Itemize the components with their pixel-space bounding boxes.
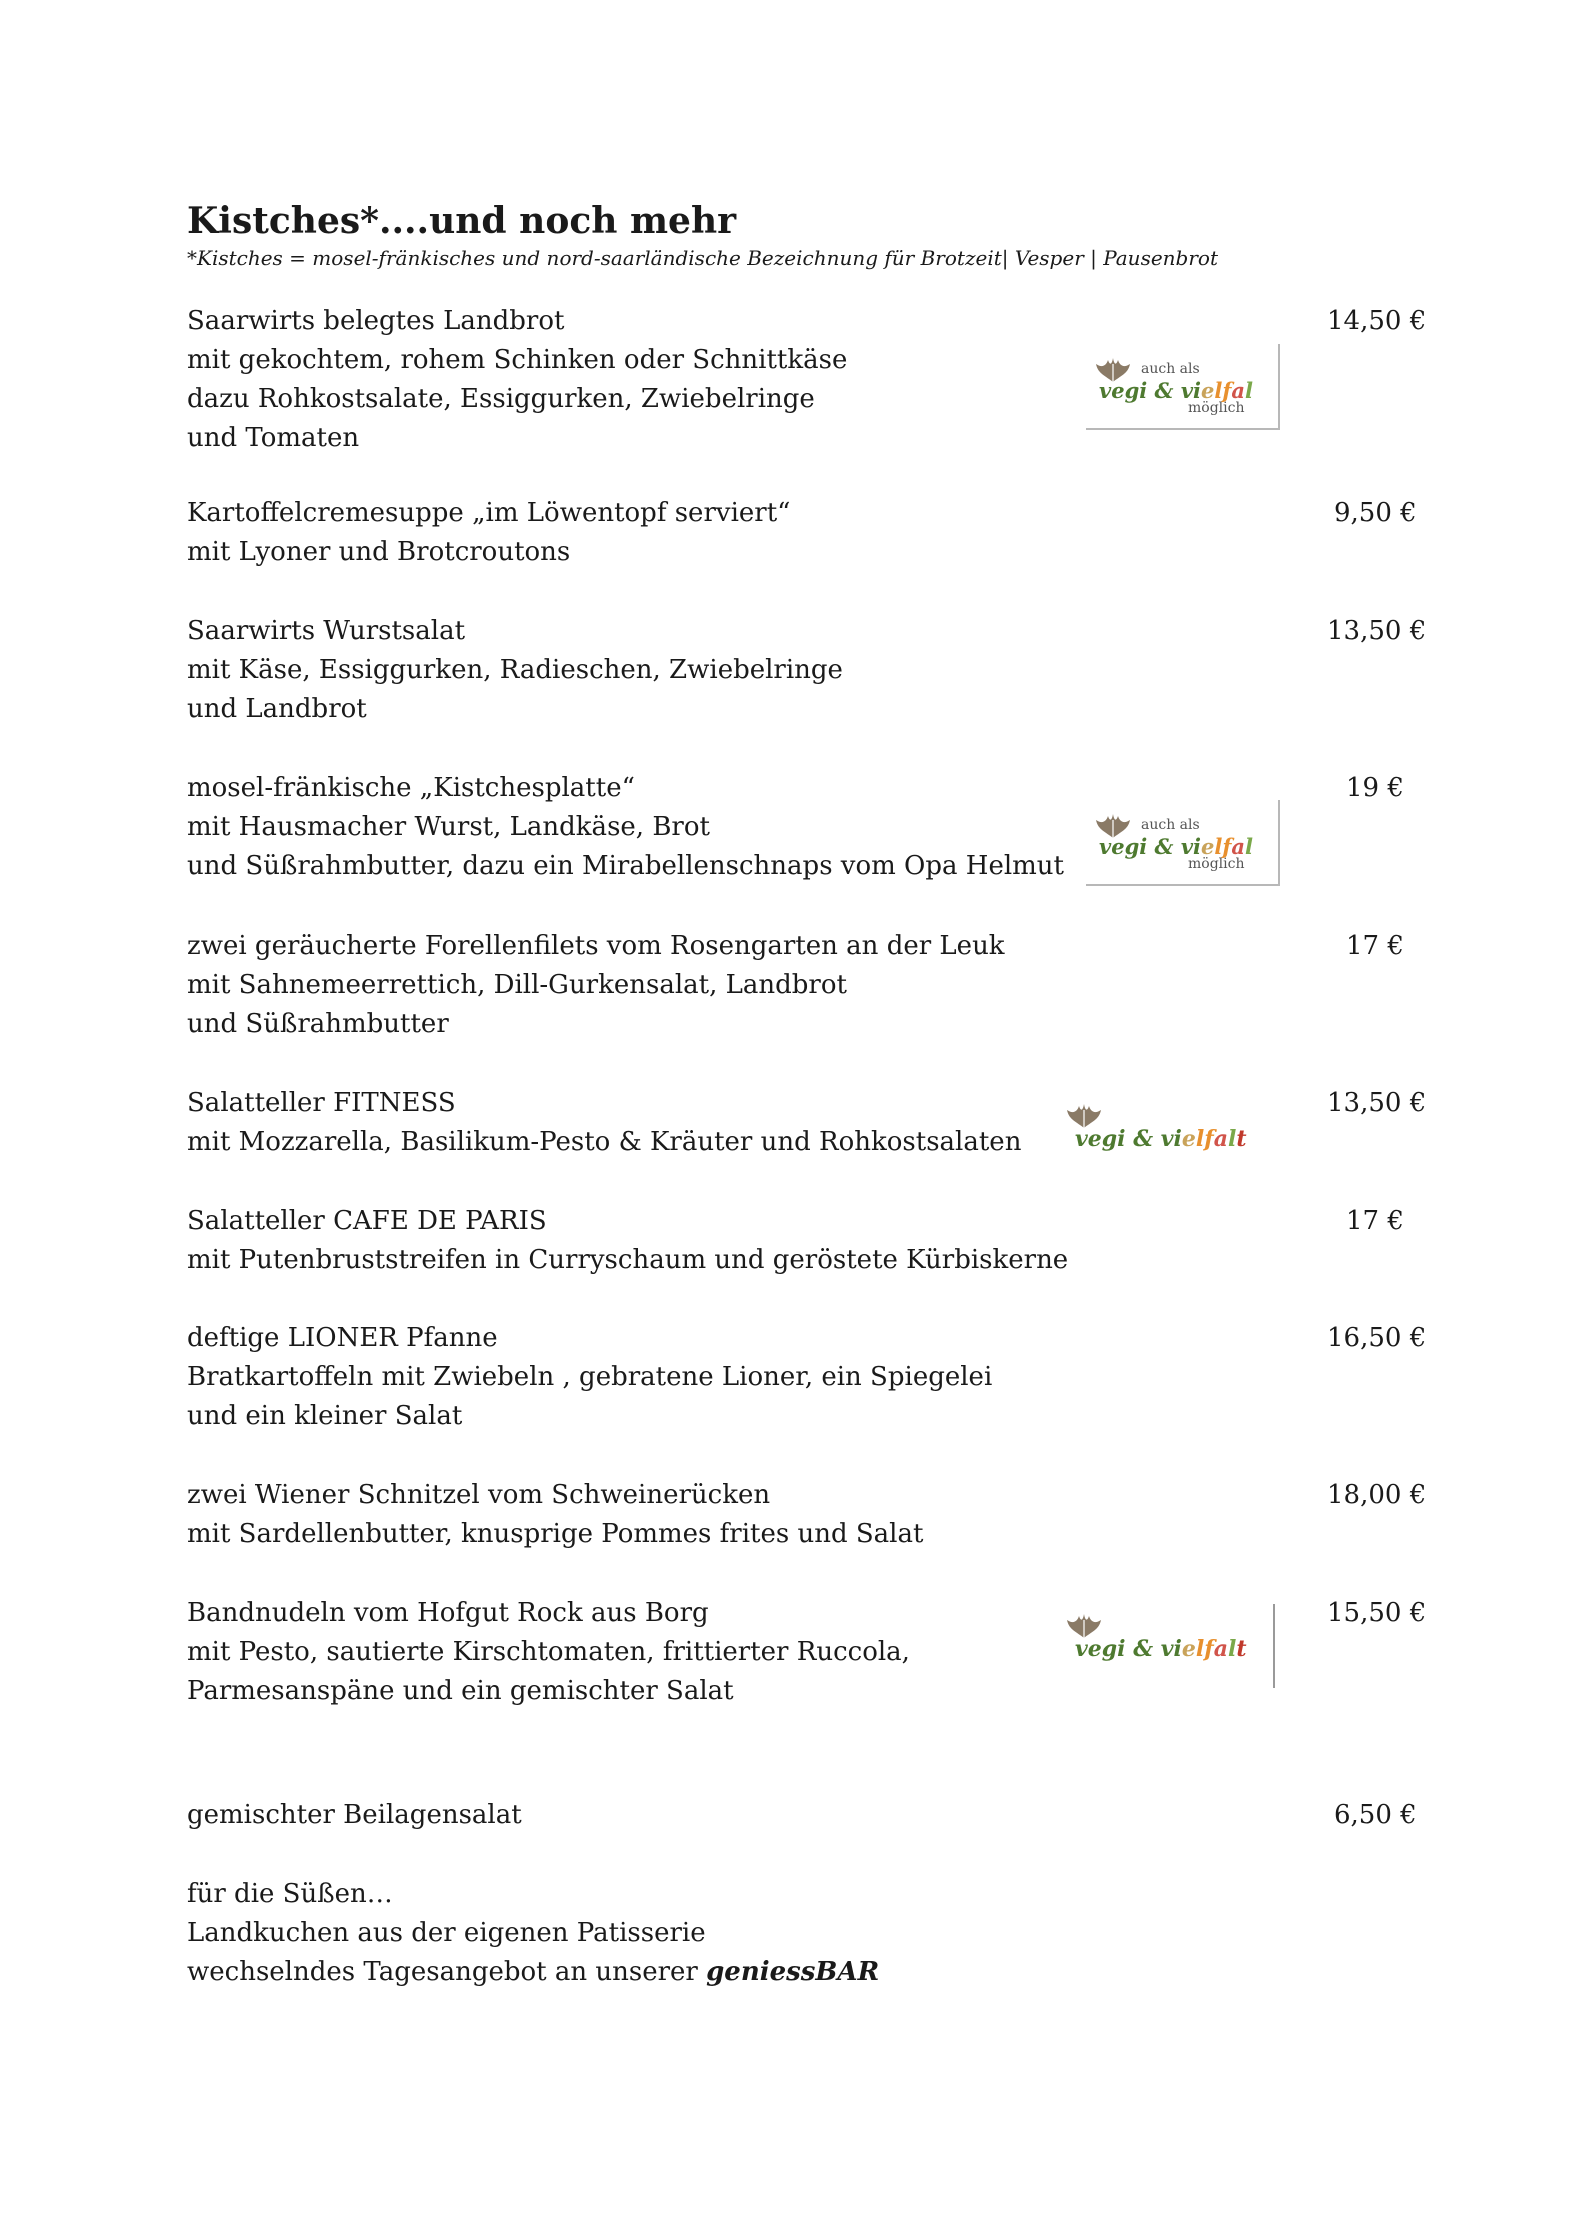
menu-item-description: und Landbrot [187,694,367,724]
menu-item-description: mit Mozzarella, Basilikum-Pesto & Kräuter und Rohkostsalaten [187,1127,1022,1157]
menu-item-name: Salatteller CAFE DE PARIS [187,1206,547,1236]
dessert-description: wechselndes Tagesangebot an unserer geniessBAR [187,1957,880,1987]
geniessbar-brand: geniessBAR [706,1957,880,1987]
menu-item-description: mit Hausmacher Wurst, Landkäse, Brot [187,812,710,842]
menu-item-name: Kartoffelcremesuppe „im Löwentopf serviert“ [187,498,791,528]
menu-item-description: dazu Rohkostsalate, Essiggurken, Zwiebelringe [187,384,815,414]
menu-item-price: 6,50 € [1334,1800,1417,1830]
menu-item-price: 13,50 € [1327,1088,1427,1118]
menu-item-description: mit Pesto, sautierte Kirschtomaten, frittierter Ruccola, [187,1637,910,1667]
menu-item-description: und Süßrahmbutter, dazu ein Mirabellenschnaps vom Opa Helmut [187,851,1065,881]
page-subtitle: *Kistches = mosel-fränkisches und nord-saarländische Bezeichnung für Brotzeit| Vesper | Pausenbrot [187,246,1218,270]
menu-item-name: zwei geräucherte Forellenfilets vom Rosengarten an der Leuk [187,931,1005,961]
menu-item-description: mit Sahnemeerrettich, Dill-Gurkensalat, Landbrot [187,970,847,1000]
menu-item-price: 17 € [1346,931,1404,961]
menu-item-price: 13,50 € [1327,616,1427,646]
menu-item-name: Saarwirts belegtes Landbrot [187,306,565,336]
menu-item-name: Saarwirts Wurstsalat [187,616,466,646]
menu-item-price: 9,50 € [1334,498,1417,528]
vegi-vielfalt-badge: auch als vegi & vielfal möglich [1086,344,1280,430]
menu-item-name: mosel-fränkische „Kistchesplatte“ [187,773,635,803]
menu-item-name: Bandnudeln vom Hofgut Rock aus Borg [187,1598,709,1628]
menu-item-description: mit Sardellenbutter, knusprige Pommes frites und Salat [187,1519,924,1549]
menu-item-description: mit Lyoner und Brotcroutons [187,537,571,567]
vegi-vielfalt-badge: vegi & vielfalt [1063,1604,1275,1688]
vegi-vielfalt-badge: vegi & vielfalt [1063,1094,1273,1178]
menu-item-name: Salatteller FITNESS [187,1088,456,1118]
menu-item-description: und ein kleiner Salat [187,1401,463,1431]
menu-item-description: mit Putenbruststreifen in Curryschaum und geröstete Kürbiskerne [187,1245,1069,1275]
menu-item-name: zwei Wiener Schnitzel vom Schweinerücken [187,1480,771,1510]
menu-item-description: Parmesanspäne und ein gemischter Salat [187,1676,734,1706]
menu-item-price: 14,50 € [1327,306,1427,336]
menu-item-price: 19 € [1346,773,1404,803]
dessert-heading: für die Süßen… [187,1879,393,1909]
menu-item-price: 15,50 € [1327,1598,1427,1628]
menu-item-name: gemischter Beilagensalat [187,1800,522,1830]
menu-item-price: 18,00 € [1327,1480,1427,1510]
menu-item-description: Bratkartoffeln mit Zwiebeln , gebratene Lioner, ein Spiegelei [187,1362,993,1392]
menu-item-price: 16,50 € [1327,1323,1427,1353]
menu-item-description: und Tomaten [187,423,360,453]
dessert-description: Landkuchen aus der eigenen Patisserie [187,1918,706,1948]
menu-item-description: und Süßrahmbutter [187,1009,449,1039]
menu-item-description: mit Käse, Essiggurken, Radieschen, Zwiebelringe [187,655,843,685]
menu-item-name: deftige LIONER Pfanne [187,1323,498,1353]
vegi-vielfalt-badge: auch als vegi & vielfal möglich [1086,800,1280,886]
menu-item-price: 17 € [1346,1206,1404,1236]
menu-item-description: mit gekochtem, rohem Schinken oder Schnittkäse [187,345,848,375]
page-title: Kistches*....und noch mehr [187,200,737,242]
